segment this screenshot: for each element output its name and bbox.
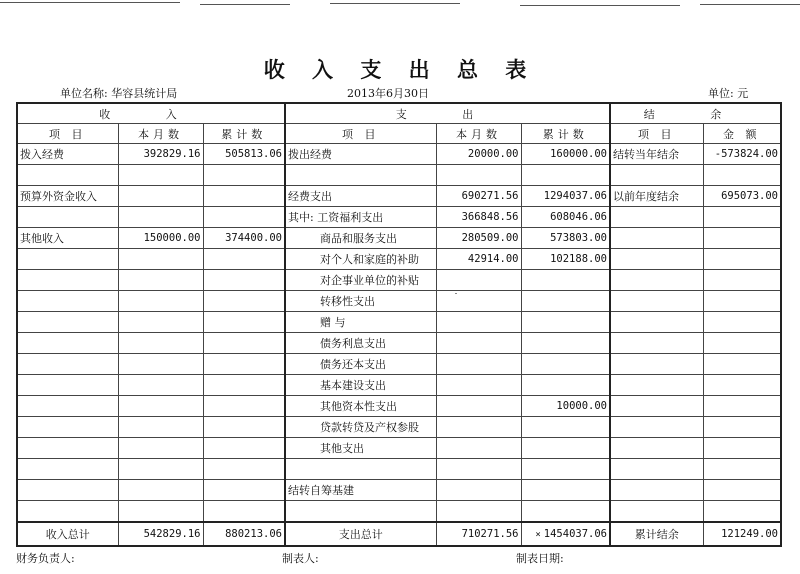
balance-item-cell	[610, 333, 703, 354]
expense-cumulative-cell	[521, 501, 610, 523]
balance-item-cell	[610, 417, 703, 438]
income-cumulative-cell	[203, 207, 285, 228]
table-row	[17, 354, 781, 375]
balance-section-header: 结 余	[610, 103, 781, 124]
expense-month-cell	[436, 375, 521, 396]
expense-total-label: 支出总计	[285, 522, 436, 546]
table-row	[17, 165, 781, 186]
balance-total-amount: 121249.00	[703, 522, 781, 546]
report-date: 2013年6月30日	[347, 87, 429, 100]
expense-month-cell	[436, 270, 521, 291]
expense-month-cell	[436, 333, 521, 354]
expense-month-cell	[436, 396, 521, 417]
expense-month-cell: 20000.00	[436, 144, 521, 165]
expense-cumulative-cell	[521, 354, 610, 375]
balance-item-cell: 以前年度结余	[610, 186, 703, 207]
expense-cumulative-header: 累计数	[521, 124, 610, 144]
income-cumulative-cell	[203, 165, 285, 186]
balance-item-cell	[610, 375, 703, 396]
balance-amount-cell	[703, 291, 781, 312]
income-month-cell	[118, 312, 203, 333]
finance-head-label: 财务负责人:	[16, 552, 75, 565]
balance-amount-cell: 695073.00	[703, 186, 781, 207]
income-month-cell	[118, 333, 203, 354]
income-item-cell	[17, 396, 118, 417]
preparer-label: 制表人:	[282, 552, 319, 565]
balance-amount-cell	[703, 459, 781, 480]
table-row	[17, 480, 781, 501]
income-cumulative-cell	[203, 249, 285, 270]
expense-cumulative-cell: 10000.00	[521, 396, 610, 417]
table-body	[17, 144, 781, 523]
balance-item-cell	[610, 480, 703, 501]
expense-item-cell	[285, 165, 436, 186]
balance-amount-cell	[703, 480, 781, 501]
section-header-row	[17, 103, 781, 124]
expense-total-cumulative-cell	[521, 522, 610, 546]
income-cumulative-cell	[203, 354, 285, 375]
scan-speck	[455, 293, 457, 294]
income-section-header: 收 入	[17, 103, 285, 124]
expense-item-cell	[285, 459, 436, 480]
balance-item-cell: 结转当年结余	[610, 144, 703, 165]
income-item-cell	[17, 459, 118, 480]
balance-item-cell	[610, 312, 703, 333]
table-row	[17, 396, 781, 417]
expense-cumulative-cell	[521, 333, 610, 354]
expense-item-cell: 转移性支出	[285, 291, 436, 312]
expense-item-header: 项 目	[285, 124, 436, 144]
balance-amount-cell	[703, 165, 781, 186]
report-title: 收 入 支 出 总 表	[263, 58, 537, 82]
expense-cumulative-cell: 573803.00	[521, 228, 610, 249]
income-month-cell	[118, 396, 203, 417]
income-month-cell: 150000.00	[118, 228, 203, 249]
balance-item-header: 项 目	[610, 124, 703, 144]
table-row	[17, 417, 781, 438]
income-total-cumulative: 880213.06	[203, 522, 285, 546]
income-cumulative-cell	[203, 270, 285, 291]
balance-item-cell	[610, 501, 703, 523]
table-row	[17, 459, 781, 480]
expense-cumulative-cell: 102188.00	[521, 249, 610, 270]
table-row	[17, 312, 781, 333]
income-month-cell	[118, 165, 203, 186]
expense-month-cell	[436, 165, 521, 186]
balance-amount-cell	[703, 207, 781, 228]
table-row	[17, 375, 781, 396]
expense-item-cell: 债务还本支出	[285, 354, 436, 375]
table-row	[17, 207, 781, 228]
income-item-cell	[17, 480, 118, 501]
scan-artifact-line	[0, 0, 800, 10]
income-cumulative-cell	[203, 417, 285, 438]
income-item-cell	[17, 312, 118, 333]
expense-cumulative-cell	[521, 480, 610, 501]
income-item-cell	[17, 333, 118, 354]
income-cumulative-cell	[203, 186, 285, 207]
balance-amount-cell	[703, 249, 781, 270]
income-item-cell: 拨入经费	[17, 144, 118, 165]
expense-item-cell: 债务利息支出	[285, 333, 436, 354]
expense-cumulative-cell: 160000.00	[521, 144, 610, 165]
balance-amount-cell	[703, 228, 781, 249]
income-item-cell	[17, 165, 118, 186]
balance-item-cell	[610, 207, 703, 228]
income-item-cell	[17, 291, 118, 312]
income-item-cell	[17, 417, 118, 438]
expense-item-cell: 结转自筹基建	[285, 480, 436, 501]
income-item-header: 项 目	[17, 124, 118, 144]
income-item-cell	[17, 375, 118, 396]
balance-amount-cell	[703, 333, 781, 354]
table-row	[17, 333, 781, 354]
expense-item-cell	[285, 501, 436, 523]
expense-cumulative-cell: 608046.06	[521, 207, 610, 228]
totals-row	[17, 522, 781, 546]
balance-amount-cell	[703, 501, 781, 523]
income-cumulative-cell	[203, 480, 285, 501]
balance-item-cell	[610, 438, 703, 459]
expense-month-cell	[436, 354, 521, 375]
expense-item-cell: 对企事业单位的补贴	[285, 270, 436, 291]
balance-amount-cell: -573824.00	[703, 144, 781, 165]
expense-item-cell: 经费支出	[285, 186, 436, 207]
expense-total-cumulative: 1454037.06	[543, 528, 607, 540]
income-total-label: 收入总计	[17, 522, 118, 546]
unit-name: 单位名称: 华容县统计局	[60, 87, 178, 100]
income-month-cell	[118, 417, 203, 438]
table-row	[17, 438, 781, 459]
income-item-cell	[17, 501, 118, 523]
table-row	[17, 186, 781, 207]
balance-item-cell	[610, 165, 703, 186]
expense-item-cell: 对个人和家庭的补助	[285, 249, 436, 270]
expense-month-cell	[436, 312, 521, 333]
expense-month-cell	[436, 459, 521, 480]
income-month-cell	[118, 186, 203, 207]
expense-item-cell: 其中: 工资福利支出	[285, 207, 436, 228]
table-row	[17, 144, 781, 165]
balance-item-cell	[610, 270, 703, 291]
income-month-cell	[118, 459, 203, 480]
income-item-cell: 其他收入	[17, 228, 118, 249]
income-item-cell	[17, 249, 118, 270]
income-month-cell	[118, 480, 203, 501]
expense-month-cell	[436, 501, 521, 523]
income-expense-table	[16, 102, 782, 547]
income-item-cell	[17, 438, 118, 459]
expense-month-cell: 366848.56	[436, 207, 521, 228]
income-cumulative-cell	[203, 459, 285, 480]
expense-month-cell	[436, 438, 521, 459]
income-month-cell: 392829.16	[118, 144, 203, 165]
expense-item-cell: 贷款转贷及产权参股	[285, 417, 436, 438]
expense-cumulative-cell: 1294037.06	[521, 186, 610, 207]
balance-item-cell	[610, 459, 703, 480]
expense-item-cell: 基本建设支出	[285, 375, 436, 396]
expense-item-cell: 拨出经费	[285, 144, 436, 165]
income-cumulative-cell	[203, 312, 285, 333]
income-month-cell	[118, 375, 203, 396]
income-month-cell	[118, 291, 203, 312]
expense-cumulative-cell	[521, 438, 610, 459]
income-month-cell	[118, 207, 203, 228]
table-row	[17, 228, 781, 249]
expense-cumulative-cell	[521, 375, 610, 396]
expense-month-cell: 690271.56	[436, 186, 521, 207]
income-month-cell	[118, 501, 203, 523]
income-month-cell	[118, 438, 203, 459]
table-row	[17, 291, 781, 312]
income-month-cell	[118, 354, 203, 375]
income-total-month: 542829.16	[118, 522, 203, 546]
balance-item-cell	[610, 228, 703, 249]
income-cumulative-header: 累计数	[203, 124, 285, 144]
income-item-cell	[17, 354, 118, 375]
expense-item-cell: 其他支出	[285, 438, 436, 459]
expense-item-cell: 其他资本性支出	[285, 396, 436, 417]
balance-item-cell	[610, 354, 703, 375]
table-row	[17, 270, 781, 291]
income-cumulative-cell	[203, 396, 285, 417]
balance-amount-cell	[703, 417, 781, 438]
balance-amount-cell	[703, 270, 781, 291]
expense-section-header: 支 出	[285, 103, 610, 124]
income-cumulative-cell	[203, 438, 285, 459]
balance-total-label: 累计结余	[610, 522, 703, 546]
handwritten-mark: ×	[535, 530, 541, 540]
income-cumulative-cell: 505813.06	[203, 144, 285, 165]
balance-item-cell	[610, 396, 703, 417]
expense-cumulative-cell	[521, 417, 610, 438]
expense-cumulative-cell	[521, 312, 610, 333]
expense-cumulative-cell	[521, 270, 610, 291]
balance-item-cell	[610, 249, 703, 270]
income-cumulative-cell: 374400.00	[203, 228, 285, 249]
income-cumulative-cell	[203, 501, 285, 523]
balance-amount-cell	[703, 354, 781, 375]
expense-item-cell: 赠 与	[285, 312, 436, 333]
expense-month-cell	[436, 480, 521, 501]
balance-amount-header: 金 额	[703, 124, 781, 144]
income-month-cell	[118, 249, 203, 270]
column-header-row	[17, 124, 781, 144]
income-item-cell: 预算外资金收入	[17, 186, 118, 207]
balance-amount-cell	[703, 375, 781, 396]
prepare-date-label: 制表日期:	[516, 552, 564, 565]
expense-month-cell	[436, 291, 521, 312]
balance-amount-cell	[703, 396, 781, 417]
table-row	[17, 249, 781, 270]
balance-item-cell	[610, 291, 703, 312]
expense-total-month: 710271.56	[436, 522, 521, 546]
expense-cumulative-cell	[521, 291, 610, 312]
expense-month-header: 本月数	[436, 124, 521, 144]
currency-unit: 单位: 元	[708, 87, 749, 100]
income-cumulative-cell	[203, 375, 285, 396]
expense-month-cell: 42914.00	[436, 249, 521, 270]
expense-month-cell: 280509.00	[436, 228, 521, 249]
table-row	[17, 501, 781, 523]
income-cumulative-cell	[203, 291, 285, 312]
expense-cumulative-cell	[521, 459, 610, 480]
balance-amount-cell	[703, 438, 781, 459]
expense-item-cell: 商品和服务支出	[285, 228, 436, 249]
income-item-cell	[17, 270, 118, 291]
income-cumulative-cell	[203, 333, 285, 354]
income-item-cell	[17, 207, 118, 228]
income-month-header: 本月数	[118, 124, 203, 144]
expense-cumulative-cell	[521, 165, 610, 186]
balance-amount-cell	[703, 312, 781, 333]
expense-month-cell	[436, 417, 521, 438]
income-month-cell	[118, 270, 203, 291]
